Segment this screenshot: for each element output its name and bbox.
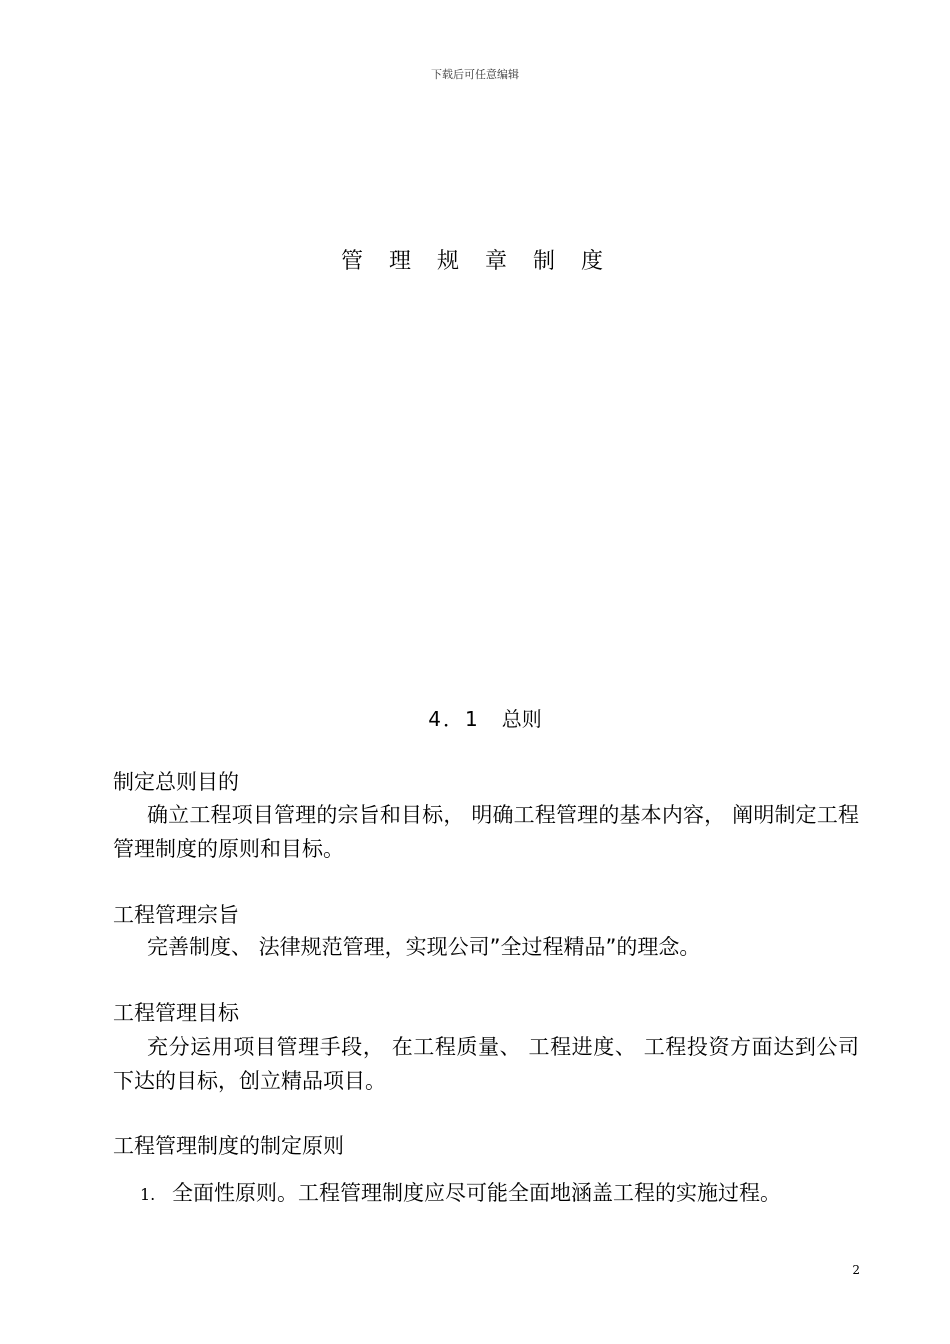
block-heading-purpose: 制定总则目的 <box>113 770 239 794</box>
section-number: 4．1 <box>428 707 480 731</box>
page-number: 2 <box>852 1263 860 1277</box>
section-title-text: 总则 <box>501 707 542 731</box>
list-item-text: 全面性原则。工程管理制度应尽可能全面地涵盖工程的实施过程。 <box>172 1181 781 1205</box>
list-item <box>140 1178 781 1210</box>
section-heading <box>0 703 950 732</box>
block-heading-goal: 工程管理目标 <box>113 1001 239 1025</box>
block-body-purpose: 确立工程项目管理的宗旨和目标， 明确工程管理的基本内容， 阐明制定工程管理制度的原则和目标。 <box>113 803 859 861</box>
block-body-tenet: 完善制度、 法律规范管理，实现公司”全过程精品”的理念。 <box>147 935 701 959</box>
page-header-note: 下载后可任意编辑 <box>431 68 519 81</box>
list-item-number: 1. <box>140 1185 156 1204</box>
document-title: 管理规章制度 <box>340 249 629 274</box>
block-heading-tenet: 工程管理宗旨 <box>113 903 239 927</box>
block-body-goal: 充分运用项目管理手段， 在工程质量、 工程进度、 工程投资方面达到公司下达的目标，创立精品项目。 <box>113 1035 859 1093</box>
block-heading-principles: 工程管理制度的制定原则 <box>113 1134 344 1158</box>
